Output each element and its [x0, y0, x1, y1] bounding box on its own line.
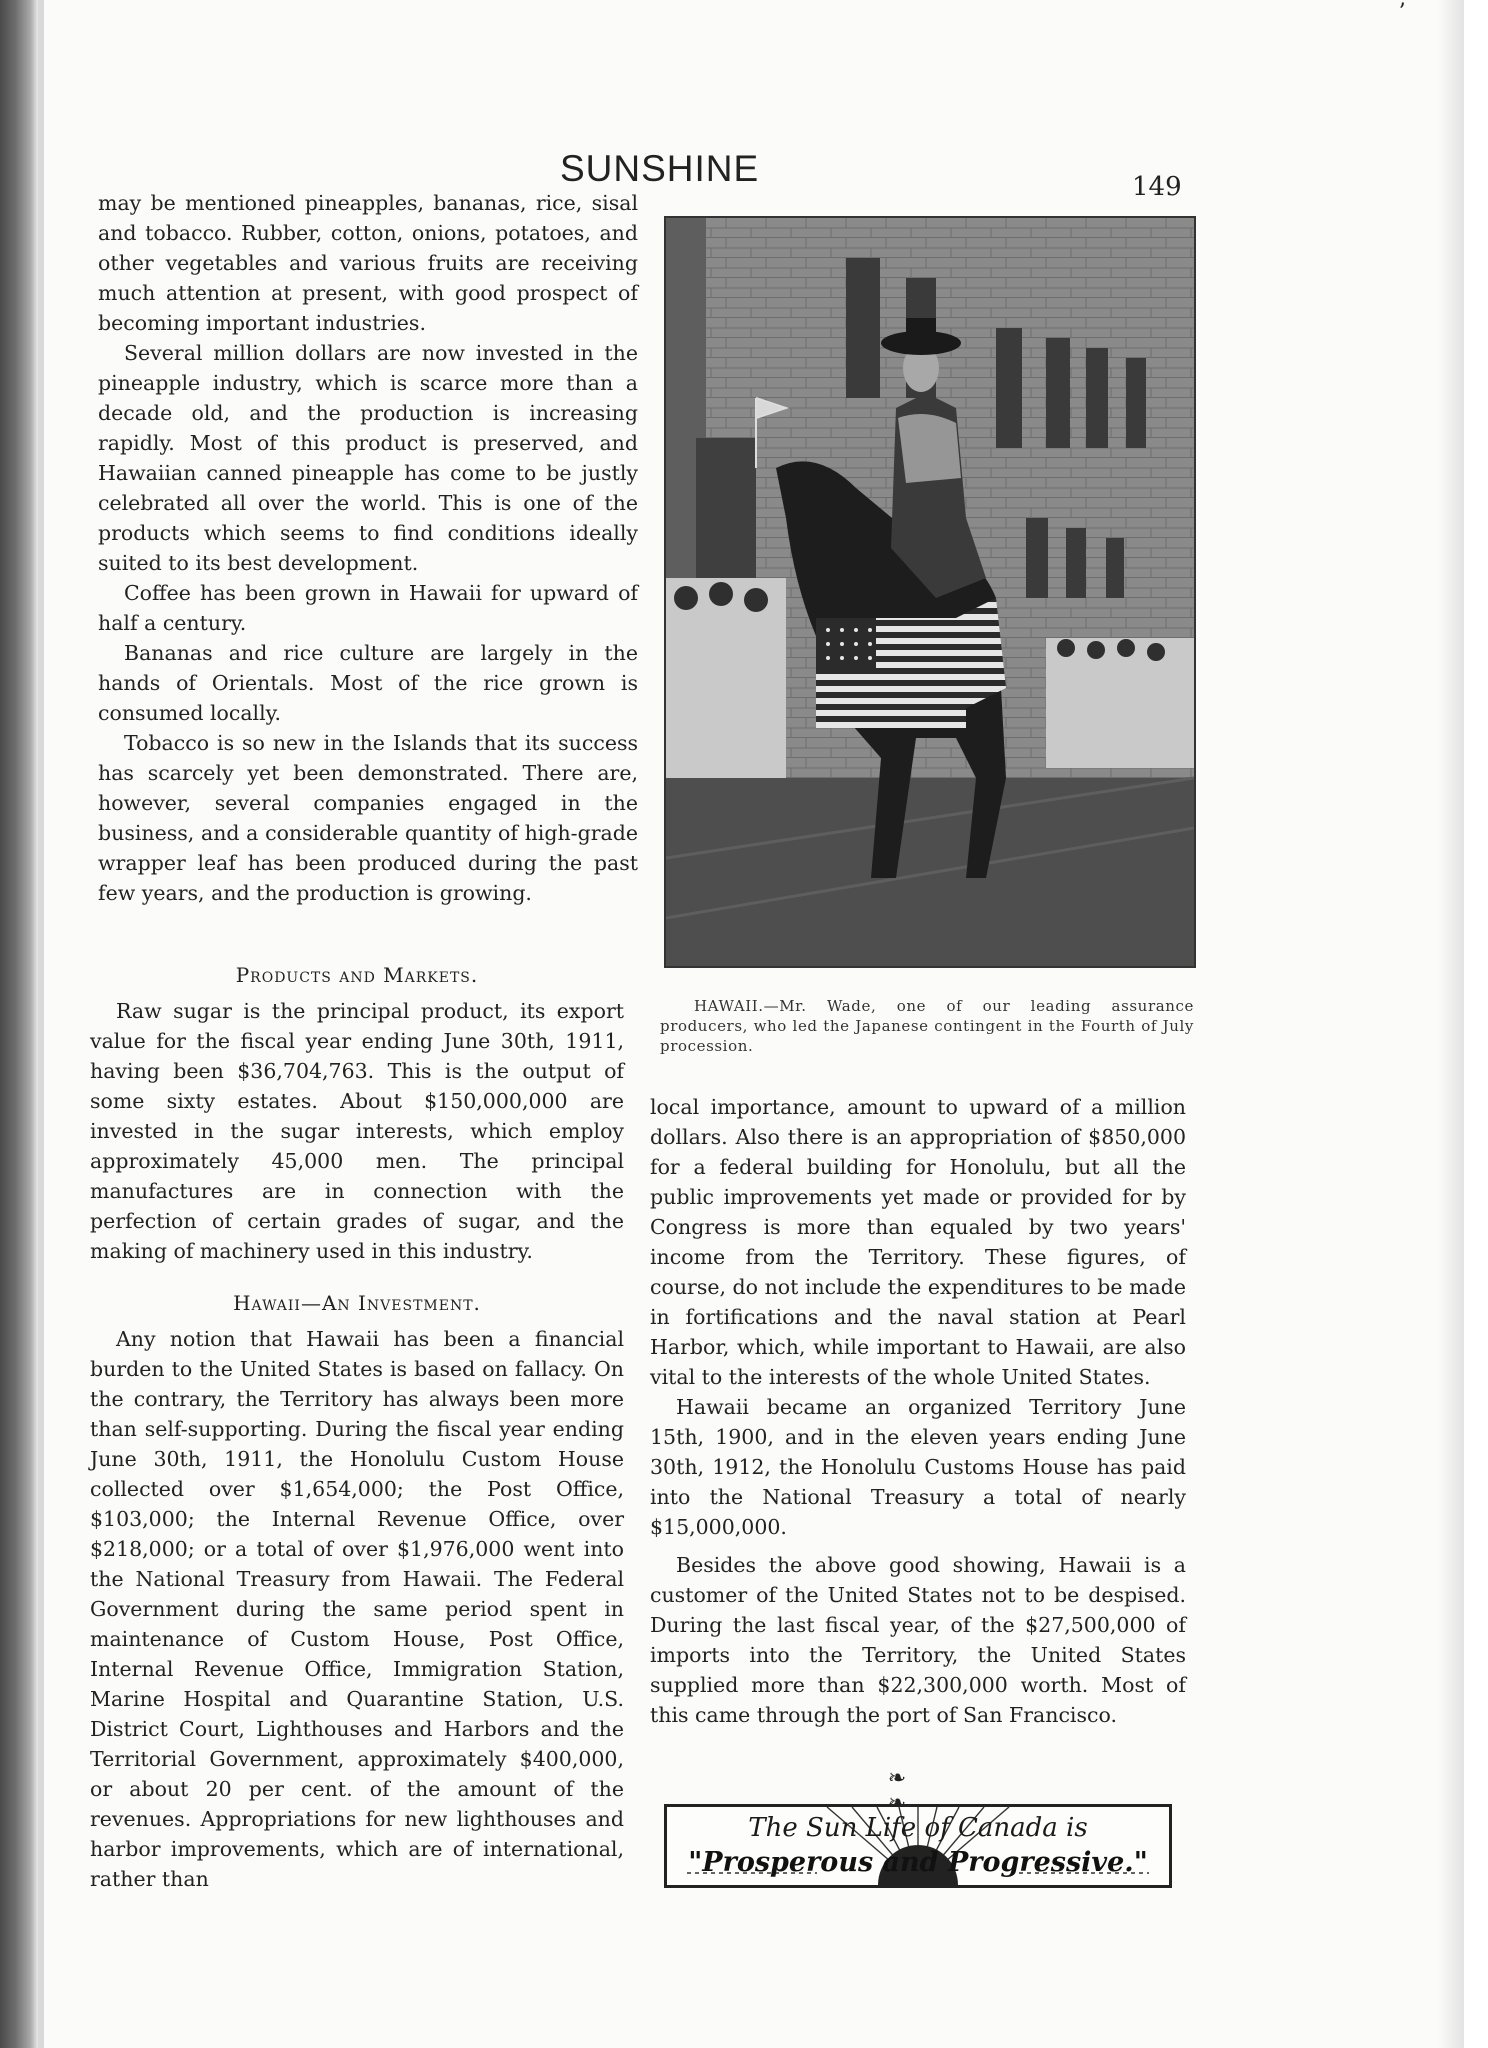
section-heading-products: Products and Markets. — [235, 963, 479, 987]
paragraph: Any notion that Hawaii has been a financial burden to the United States is based on fallacy. On the contrary, the Territory has always been more than self-supporting. During the fiscal year ending June 30th, 1911, the Honolulu Custom House collected over $1,654,000; the Post Office, $103,000; the Internal Revenue Office, over $218,000; or a total of over $1,976,000 went into the National Treasury from Hawaii. The Federal Government during the same period spent in maintenance of Custom House, Post Office, Internal Revenue Office, Immigration Station, Marine Hospital and Quarantine Station, U.S. District Court, Lighthouses and Harbors and the Territorial Government, approximately $400,000, or about 20 per cent. of the amount of the revenues. Appropriations for new lighthouses and harbor improvements, which are of international, rather than — [90, 1327, 624, 1891]
paragraph: Coffee has been grown in Hawaii for upward of half a century. — [98, 581, 638, 635]
page-edge-shadow — [1438, 0, 1464, 2048]
left-column-top — [98, 188, 638, 908]
paragraph: Raw sugar is the principal product, its export value for the fiscal year ending June 30th, 1911, having been $36,704,763. This is the output of some sixty estates. About $150,000,000 are invested in the sugar interests, which employ approximately 45,000 men. The principal manufactures are in connection with the perfection of certain grades of sugar, and the making of machinery used in this industry. — [90, 999, 624, 1263]
corner-mark: ʼ — [1398, 0, 1405, 25]
paragraph: Besides the above good showing, Hawaii is a customer of the United States not to be despised. During the last fiscal year, of the $27,500,000 of imports into the Territory, the United States supplied more than $22,300,000 worth. Most of this came through the port of San Francisco. — [650, 1553, 1186, 1727]
right-column — [650, 1092, 1186, 1730]
ad-line-2: "Prosperous and Progressive." — [688, 1847, 1148, 1878]
magazine-title: SUNSHINE — [560, 148, 760, 189]
paragraph: may be mentioned pineapples, bananas, rice, sisal and tobacco. Rubber, cotton, onions, potatoes, and other vegetables and various fruits are receiving much attention at present, with good prospect of becoming important industries. — [98, 191, 638, 335]
paragraph: Bananas and rice culture are largely in the hands of Orientals. Most of the rice grown is consumed locally. — [98, 641, 638, 725]
parade-photograph — [664, 216, 1196, 968]
ad-line-1: The Sun Life of Canada is — [748, 1813, 1088, 1843]
paragraph: Hawaii became an organized Territory June 15th, 1900, and in the eleven years ending June 30th, 1912, the Honolulu Customs House has paid into the National Treasury a total of nearly $15,000,000. — [650, 1395, 1186, 1539]
sun-life-advertisement — [664, 1804, 1172, 1888]
book-spine — [0, 0, 38, 2048]
photo-illustration — [666, 218, 1194, 966]
paragraph: Several million dollars are now invested in the pineapple industry, which is scarce more than a decade old, and the production is increasing rapidly. Most of this product is preserved, and Hawaiian canned pineapple has come to be justly celebrated all over the world. This is one of the products which seems to find conditions ideally suited to its best development. — [98, 341, 638, 575]
paragraph: local importance, amount to upward of a million dollars. Also there is an appropriation of $850,000 for a federal building for Honolulu, but all the public improvements yet made or provided for by Congress is more than equaled by two years' income from the Territory. These figures, of course, do not include the expenditures to be made in fortifications and the naval station at Pearl Harbor, which, while important to Hawaii, are also vital to the interests of the whole United States. — [650, 1095, 1186, 1389]
section-heading-investment: Hawaii—An Investment. — [233, 1291, 481, 1315]
paragraph: Tobacco is so new in the Islands that its success has scarcely yet been demonstrated. There are, however, several companies engaged in the business, and a considerable quantity of high-grade wrapper leaf has been produced during the past few years, and the production is growing. — [98, 731, 638, 905]
fleuron-ornament: ❧ — [887, 1766, 921, 1791]
left-column-sections — [90, 952, 624, 1894]
photo-caption: HAWAII.—Mr. Wade, one of our leading assurance producers, who led the Japanese contingent in the Fourth of July procession. — [660, 997, 1194, 1055]
page-number: 149 — [1132, 172, 1182, 202]
